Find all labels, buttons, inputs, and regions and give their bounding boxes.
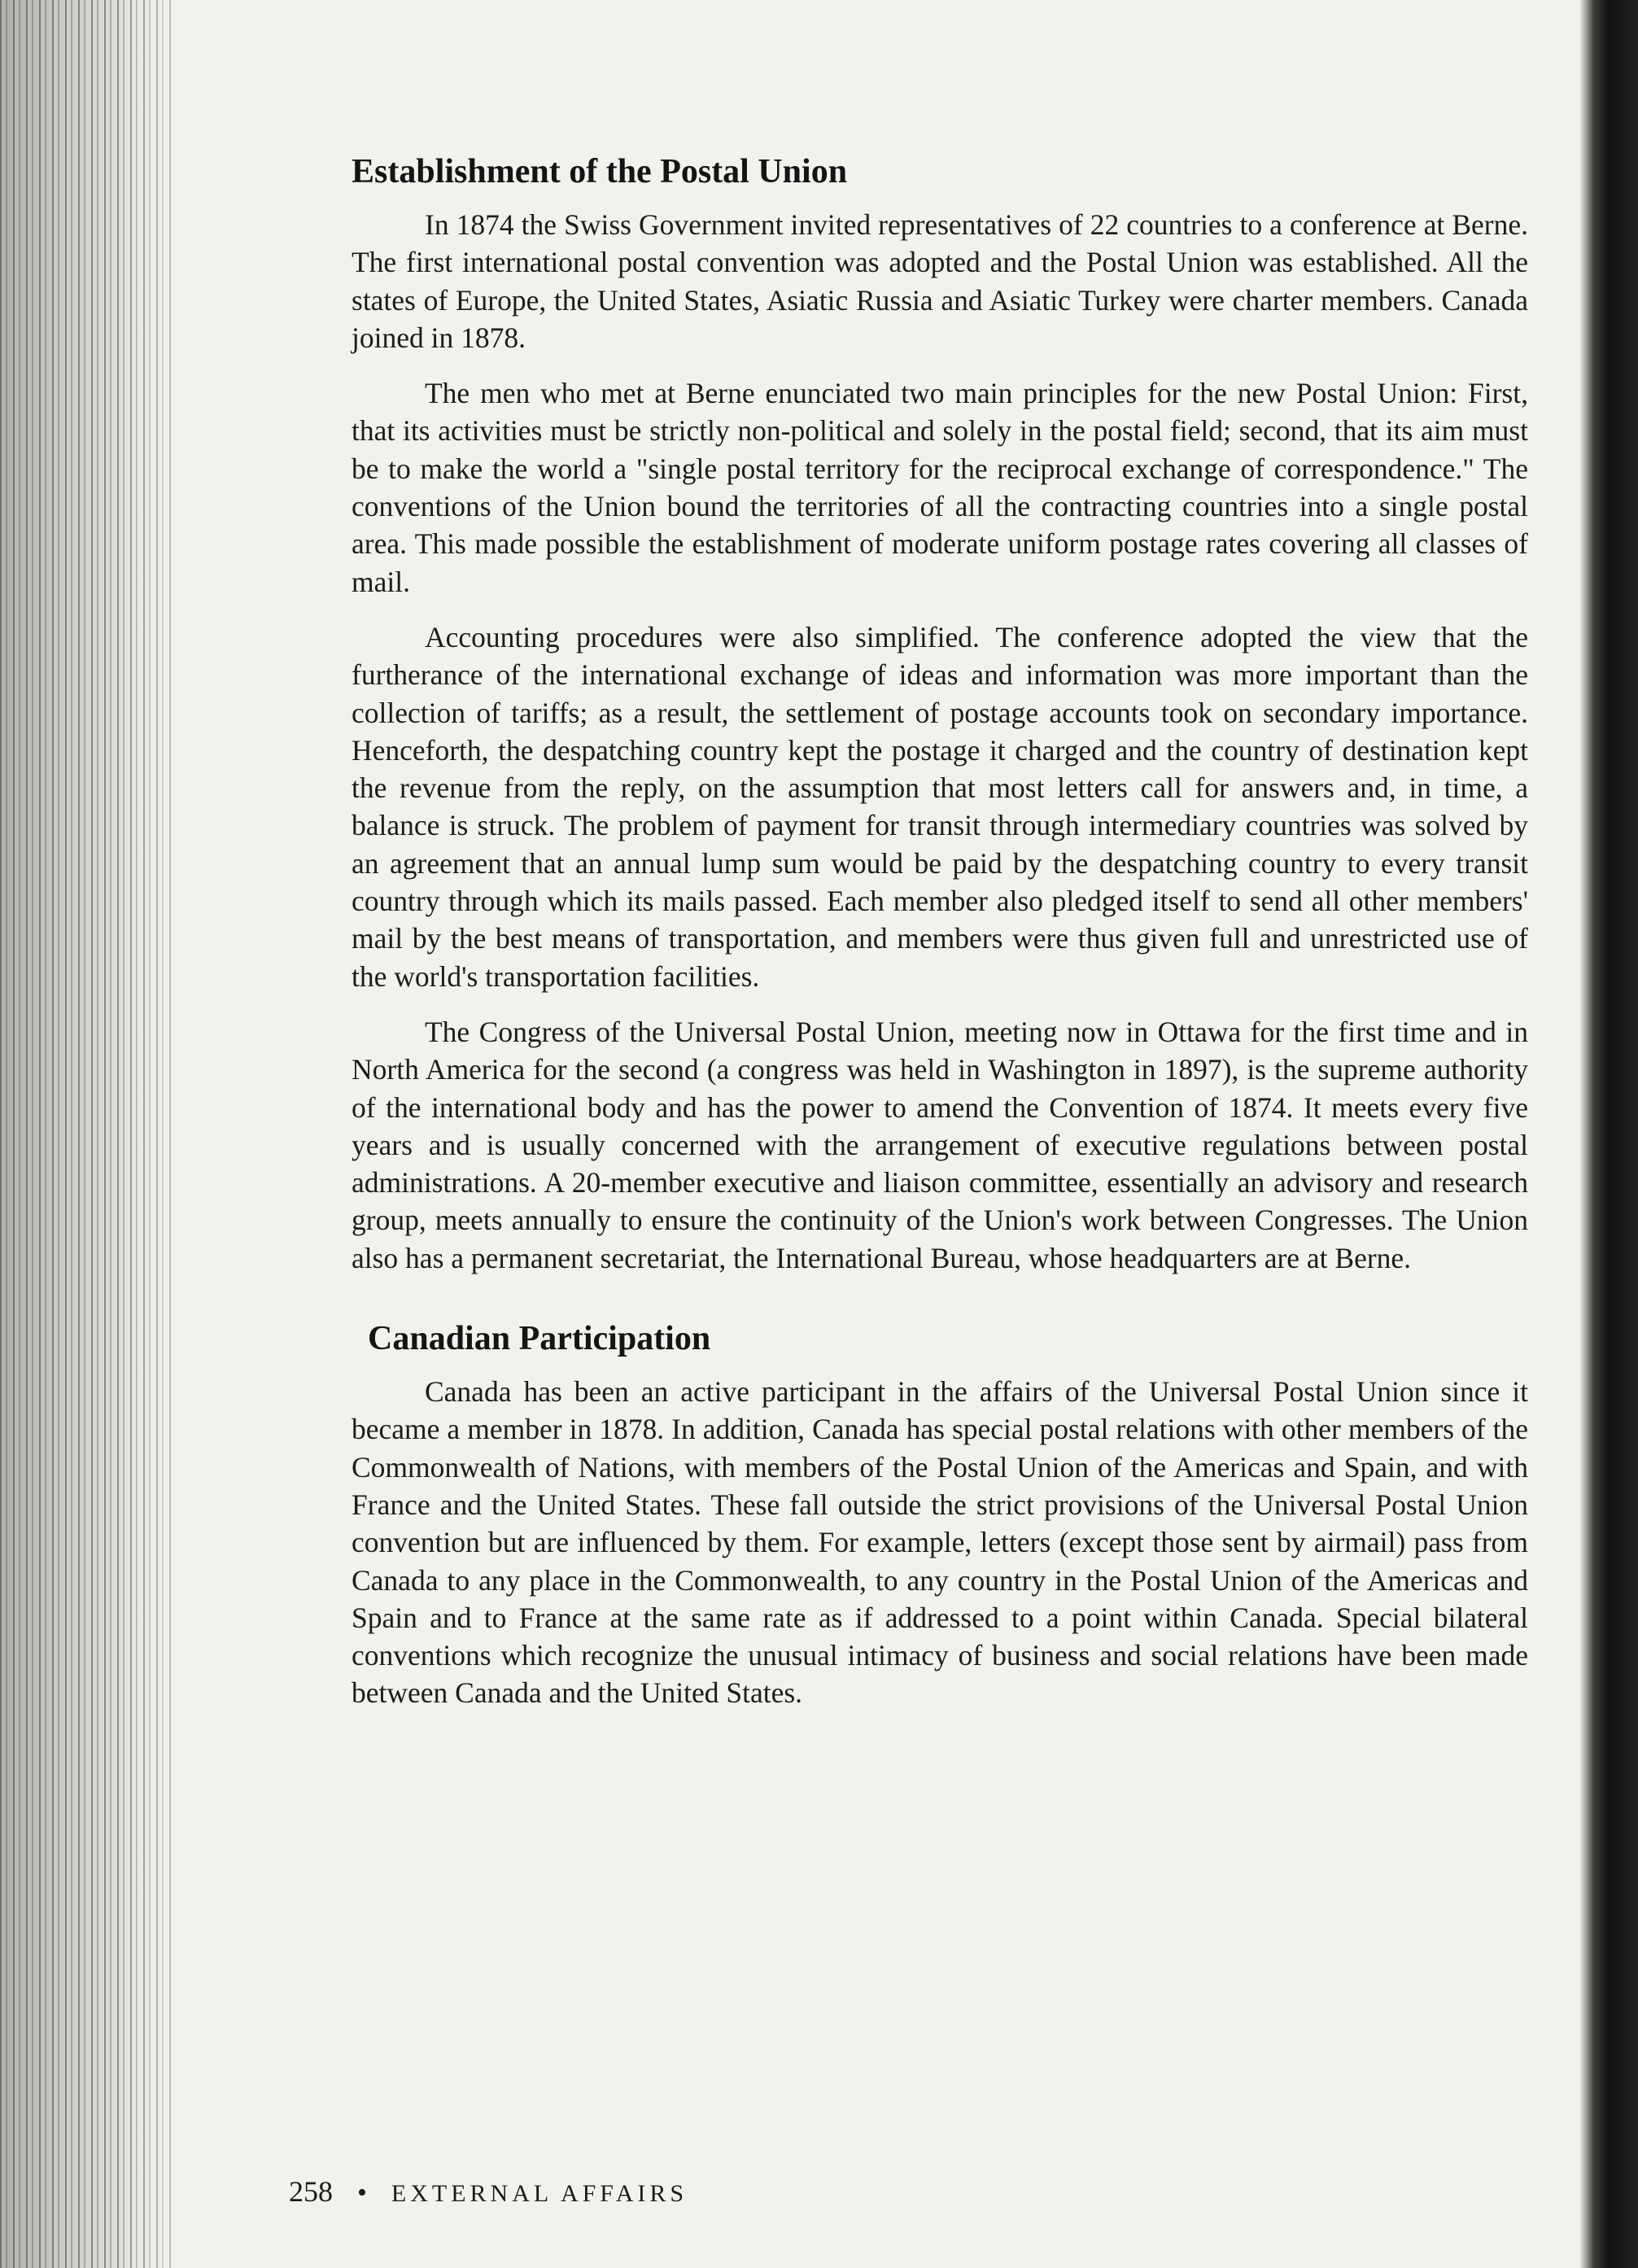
paragraph: The men who met at Berne enunciated two main principles for the new Postal Union: First, that its activities must be strictly non-political and solely in the postal field; second, that its aim must be to make the world a "single postal territory for the reciprocal exchange of correspondence." The conventions of the Union bound the territories of all the contracting countries into a single postal area. This made possible the establishment of moderate uniform postage rates covering all classes of mail. bbox=[352, 377, 1528, 598]
binding-shadow bbox=[122, 0, 220, 2268]
section-heading: Establishment of the Postal Union bbox=[352, 153, 848, 190]
page-right-edge bbox=[1565, 0, 1638, 2268]
paragraph: The Congress of the Universal Postal Union, meeting now in Ottawa for the first time and in North America for the second (a congress was held in Washington in 1897), is the supreme authority of the international body and has the power to amend the Convention of 1874. It meets every five years and is usually concerned with the arrangement of executive regulations between postal administrations. A 20-member executive and liaison committee, essentially an advisory and research group, meets annually to ensure the continuity of the Union's work between Congresses. The Union also has a permanent secretariat, the International Bureau, whose headquarters are at Berne. bbox=[352, 1015, 1528, 1274]
section-canadian-participation bbox=[352, 1318, 1528, 1712]
section-heading: Canadian Participation bbox=[368, 1320, 711, 1358]
paragraph: Canada has been an active participant in the affairs of the Universal Postal Union since it became a member in 1878. In addition, Canada has special postal relations with other members of the Commonwealth of Nations, with members of the Postal Union of the Americas and Spain, and with France and the United States. These fall outside the strict provisions of the Universal Postal Union convention but are influenced by them. For example, letters (except those sent by airmail) pass from Canada to any place in the Commonwealth, to any country in the Postal Union of the Americas and Spain and to France at the same rate as if addressed to a point within Canada. Special bilateral conventions which recognize the unusual intimacy of business and social relations have been made between Canada and the United States. bbox=[352, 1375, 1528, 1710]
page-footer bbox=[289, 2174, 688, 2209]
page-number: 258 bbox=[289, 2175, 333, 2208]
section-establishment bbox=[352, 151, 1528, 1277]
paragraph: Accounting procedures were also simplified. The conference adopted the view that the furtherance of the international exchange of ideas and information was more important than the collection of tariffs; as a result, the settlement of postage accounts took on secondary importance. Henceforth, the despatching country kept the postage it charged and the country of destination kept the revenue from the reply, on the assumption that most letters call for answers and, in time, a balance is struck. The problem of payment for transit through intermediary countries was solved by an agreement that an annual lump sum would be paid by the despatching country to every transit country through which its mails passed. Each member also pledged itself to send all other members' mail by the best means of transportation, and members were thus given full and unrestricted use of the world's transportation facilities. bbox=[352, 620, 1528, 993]
footer-separator: • bbox=[357, 2178, 367, 2208]
article-body bbox=[352, 151, 1528, 1730]
running-title: EXTERNAL AFFAIRS bbox=[391, 2180, 688, 2207]
paragraph: In 1874 the Swiss Government invited representatives of 22 countries to a conference at Berne. The first international postal convention was adopted and the Postal Union was established. All the states of Europe, the United States, Asiatic Russia and Asiatic Turkey were charter members. Canada joined in 1878. bbox=[352, 208, 1528, 354]
